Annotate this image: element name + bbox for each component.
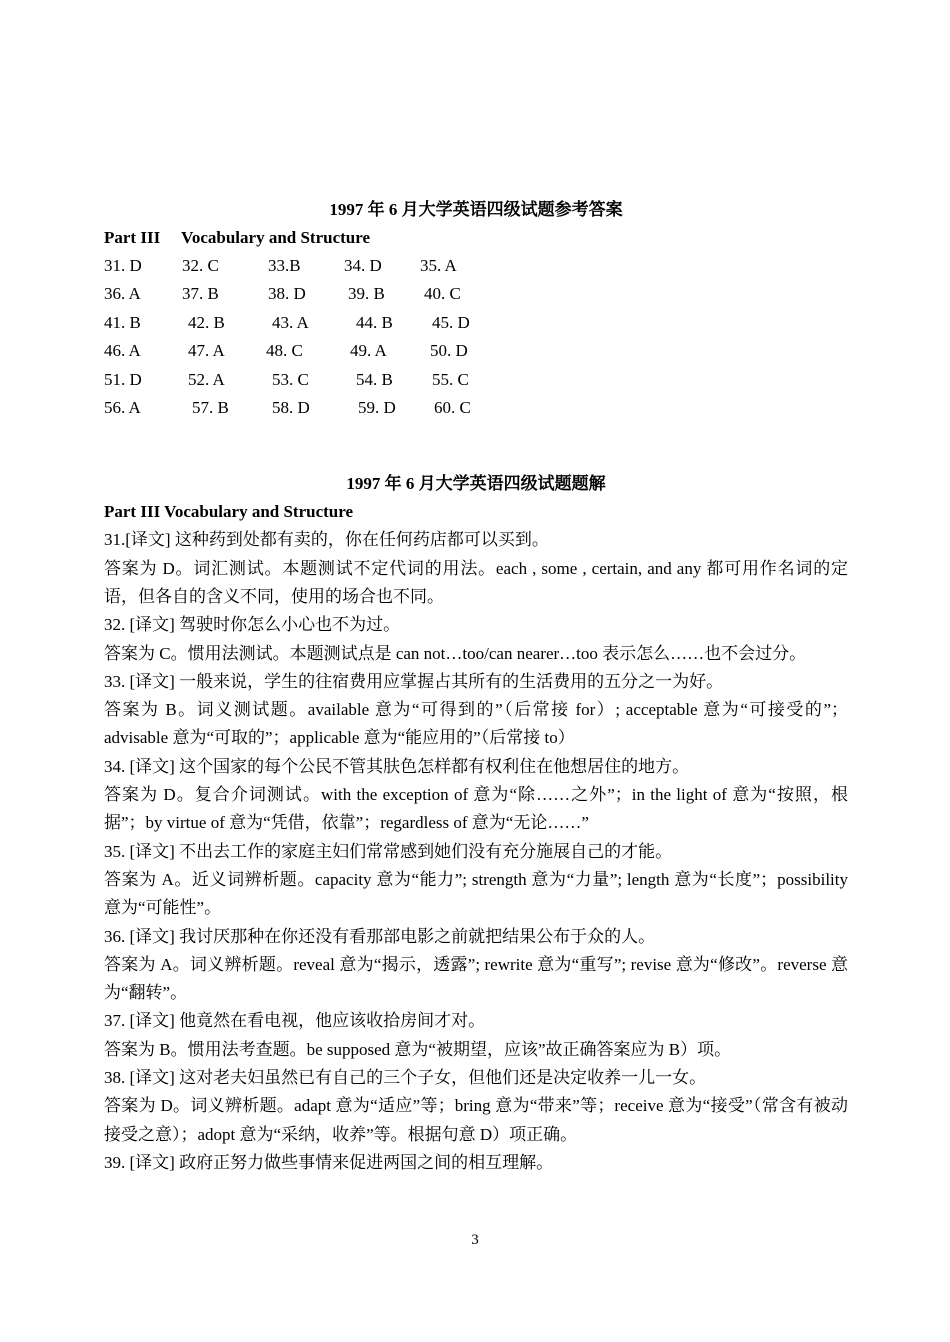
answer-row — [104, 366, 848, 394]
answer-cell: 55. C — [432, 369, 469, 389]
solution-question: 37. [译文] 他竟然在看电视，他应该收拾房间才对。 — [104, 1011, 486, 1031]
solutions-list — [104, 526, 848, 1177]
answer-cell: 54. B — [356, 369, 393, 389]
answer-cell: 34. D — [344, 256, 382, 275]
solution-question: 34. [译文] 这个国家的每个公民不管其肤色怎样都有权利住在他想居住的地方。 — [104, 756, 690, 776]
solution-question: 33. [译文] 一般来说，学生的往宿费用应掌握占其所有的生活费用的五分之一为好。 — [104, 671, 724, 691]
answer-cell: 39. B — [348, 284, 385, 304]
answer-row — [104, 309, 848, 337]
answer-cell: 58. D — [272, 397, 310, 417]
solution-answer: 答案为 D。词汇测试。本题测试不定代词的用法。each , some , certain, and any 都可用作名词的定语，但各自的含义不同，使用的场合也不同。 — [104, 558, 848, 606]
answer-cell: 60. C — [434, 397, 471, 417]
answer-cell: 36. A — [104, 284, 141, 304]
answer-cell: 31. D — [104, 256, 142, 275]
answer-cell: 46. A — [104, 341, 141, 361]
answer-cell: 45. D — [432, 312, 470, 332]
answer-cell: 33.B — [268, 256, 301, 275]
answer-row — [104, 252, 848, 280]
answer-cell: 38. D — [268, 284, 306, 304]
solution-question: 36. [译文] 我讨厌那种在你还没有看那部电影之前就把结果公布于众的人。 — [104, 926, 656, 946]
answer-cell: 47. A — [188, 341, 225, 361]
answer-cell: 42. B — [188, 312, 225, 332]
answer-cell: 52. A — [188, 369, 225, 389]
solution-question: 31.[译文] 这种药到处都有卖的，你在任何药店都可以买到。 — [104, 530, 549, 550]
answer-row — [104, 394, 848, 422]
answer-cell: 56. A — [104, 397, 141, 417]
solutions-title: 1997 年 6 月大学英语四级试题题解 — [346, 474, 606, 494]
answer-grid — [104, 252, 848, 422]
answer-cell: 49. A — [350, 341, 387, 361]
answer-cell: 40. C — [424, 284, 461, 304]
solution-answer: 答案为 D。复合介词测试。with the exception of 意为“除……之外”；in the light of 意为“按照，根据”；by virtue of 意为“凭借，依靠”；regardless of 意为“无论……” — [104, 785, 848, 833]
answer-row — [104, 280, 848, 308]
answers-part-heading: Part III Vocabulary and Structure — [104, 228, 371, 247]
answer-cell: 48. C — [266, 341, 303, 361]
solution-answer: 答案为 B。惯用法考查题。be supposed 意为“被期望，应该”故正确答案应为 B）项。 — [104, 1039, 732, 1059]
page-number: 3 — [471, 1232, 479, 1248]
answer-cell: 35. A — [420, 256, 457, 275]
answer-cell: 41. B — [104, 312, 141, 332]
document-page — [104, 196, 848, 1177]
solution-answer: 答案为 C。惯用法测试。本题测试点是 can not…too/can nearer…too 表示怎么……也不会过分。 — [104, 643, 807, 663]
answer-cell: 50. D — [430, 341, 468, 361]
solution-question: 35. [译文] 不出去工作的家庭主妇们常常感到她们没有充分施展自己的才能。 — [104, 841, 673, 861]
answer-cell: 51. D — [104, 369, 142, 389]
answer-cell: 53. C — [272, 369, 309, 389]
solution-question: 32. [译文] 驾驶时你怎么小心也不为过。 — [104, 615, 401, 635]
answer-cell: 57. B — [192, 397, 229, 417]
answer-row — [104, 337, 848, 365]
solution-answer: 答案为 A。词义辨析题。reveal 意为“揭示，透露”; rewrite 意为“重写”; revise 意为“修改”。reverse 意为“翻转”。 — [104, 954, 848, 1003]
answers-title: 1997 年 6 月大学英语四级试题参考答案 — [329, 200, 623, 219]
solution-answer: 答案为 D。词义辨析题。adapt 意为“适应”等；bring 意为“带来”等；receive 意为“接受”（常含有被动接受之意）；adopt 意为“采纳，收养”等。根据句意 D）项正确。 — [104, 1096, 848, 1144]
solution-answer: 答案为 B。词义测试题。available 意为“可得到的”（后常接 for）; acceptable 意为“可接受的”；advisable 意为“可取的”；applicable 意为“能应用的”（后常接 to） — [104, 700, 848, 748]
solution-answer: 答案为 A。近义词辨析题。capacity 意为“能力”; strength 意为“力量”; length 意为“长度”；possibility 意为“可能性”。 — [104, 869, 848, 918]
solutions-part-heading: Part III Vocabulary and Structure — [104, 502, 354, 522]
solution-question: 38. [译文] 这对老夫妇虽然已有自己的三个子女，但他们还是决定收养一儿一女。 — [104, 1067, 707, 1087]
answer-cell: 32. C — [182, 256, 219, 275]
answer-cell: 37. B — [182, 284, 219, 304]
answer-cell: 43. A — [272, 312, 309, 332]
answer-cell: 44. B — [356, 312, 393, 332]
solution-question: 39. [译文] 政府正努力做些事情来促进两国之间的相互理解。 — [104, 1152, 554, 1172]
answer-cell: 59. D — [358, 397, 396, 417]
